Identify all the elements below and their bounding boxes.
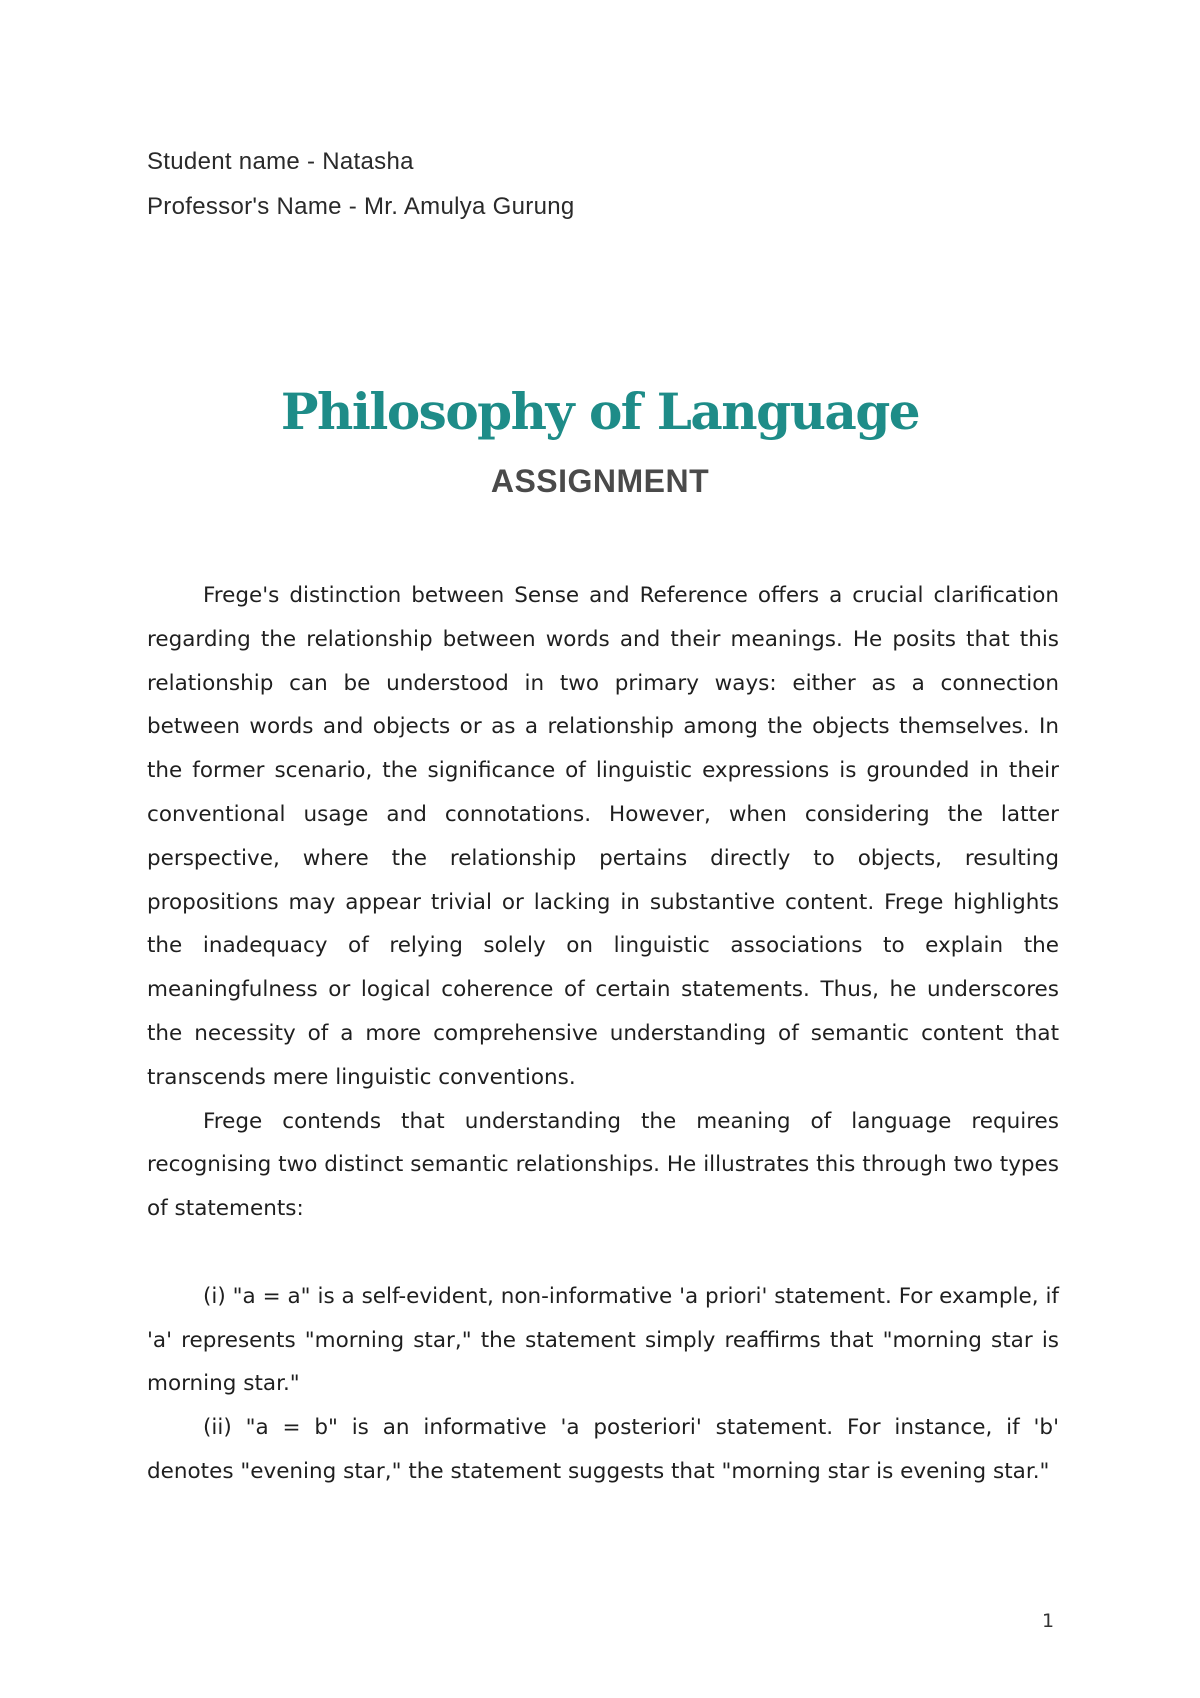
document-subtitle: ASSIGNMENT	[490, 463, 710, 499]
statement-ii: (ii) "a = b" is an informative 'a posteriori' statement. For instance, if 'b' denotes "evening star," the statement suggests that "morning star is evening star."	[147, 1415, 1059, 1484]
header-meta	[147, 146, 575, 236]
body-paragraph-2: Frege contends that understanding the meaning of language requires recognising two distinct semantic relationships. He illustrates this through two types of statements:	[147, 1108, 1059, 1222]
document-title: Philosophy of Language	[280, 382, 920, 441]
page-number: 1	[1042, 1610, 1055, 1632]
paragraph-spacer	[147, 1231, 1059, 1275]
statement-i: (i) "a = a" is a self-evident, non-informative 'a priori' statement. For example, if 'a' represents "morning star," the statement simply reaffirms that "morning star is morning star."	[147, 1283, 1059, 1397]
body-paragraph-1: Frege's distinction between Sense and Reference offers a crucial clarification regarding the relationship between words and their meanings. He posits that this relationship can be understood in two primary ways: either as a connection between words and objects or as a relationship among the objects themselves. In the former scenario, the significance of linguistic expressions is grounded in their conventional usage and connotations. However, when considering the latter perspective, where the relationship pertains directly to objects, resulting propositions may appear trivial or lacking in substantive content. Frege highlights the inadequacy of relying solely on linguistic associations to explain the meaningfulness or logical coherence of certain statements. Thus, he underscores the necessity of a more comprehensive understanding of semantic content that transcends mere linguistic conventions.	[147, 583, 1059, 1090]
document-body	[147, 574, 1059, 1494]
student-name-line: Student name - Natasha	[147, 148, 414, 175]
professor-name-line: Professor's Name - Mr. Amulya Gurung	[147, 193, 575, 220]
